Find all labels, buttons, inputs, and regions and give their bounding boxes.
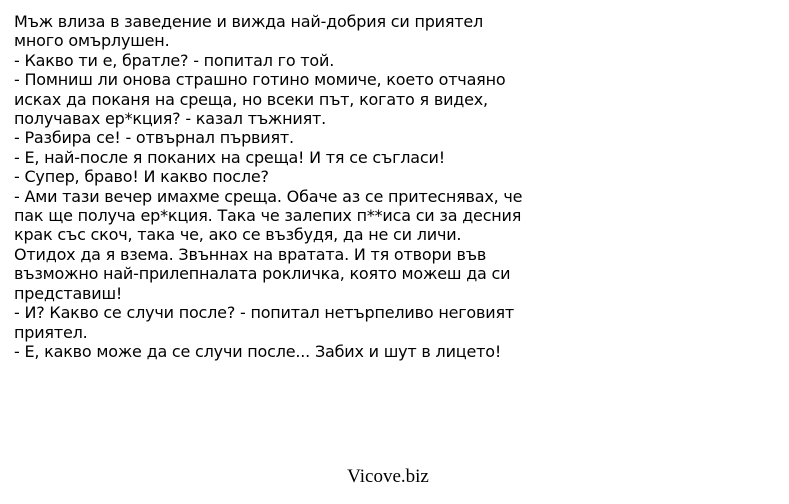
joke-line: представиш! — [14, 283, 123, 303]
joke-line: възможно най-прилепналата рокличка, която можеш да си — [14, 264, 511, 284]
joke-line: пак ще получа ер*кция. Така че залепих п**иса си за десния — [14, 206, 522, 226]
joke-line: - Супер, браво! И какво после? — [14, 167, 269, 187]
joke-line: - Е, какво може да се случи после... Забих и шут в лицето! — [14, 341, 502, 361]
joke-line: Отидох да я взема. Звъннах на вратата. И тя отвори във — [14, 244, 487, 264]
joke-line: - И? Какво се случи после? - попитал нетърпеливо неговият — [14, 303, 514, 323]
joke-line: приятел. — [14, 322, 88, 342]
joke-line: получавах ер*кция? - казал тъжният. — [14, 109, 327, 129]
joke-line: Мъж влиза в заведение и вижда най-добрия си приятел — [14, 12, 484, 31]
joke-line: крак със скоч, така че, ако се възбудя, да не си личи. — [14, 225, 462, 245]
joke-line: - Какво ти е, братле? - попитал го той. — [14, 50, 335, 70]
joke-text — [14, 12, 574, 361]
joke-line: много омърлушен. — [14, 31, 170, 51]
joke-line: - Помниш ли онова страшно готино момиче, което отчаяно — [14, 70, 506, 90]
site-watermark: Vicove.biz — [347, 466, 429, 487]
joke-line: - Разбира се! - отвърнал първият. — [14, 128, 294, 148]
joke-line: - Е, най-после я поканих на среща! И тя се съгласи! — [14, 147, 445, 167]
joke-line: исках да поканя на среща, но всеки път, когато я видех, — [14, 89, 488, 109]
joke-line: - Ами тази вечер имахме среща. Обаче аз се притеснявах, че — [14, 186, 523, 206]
